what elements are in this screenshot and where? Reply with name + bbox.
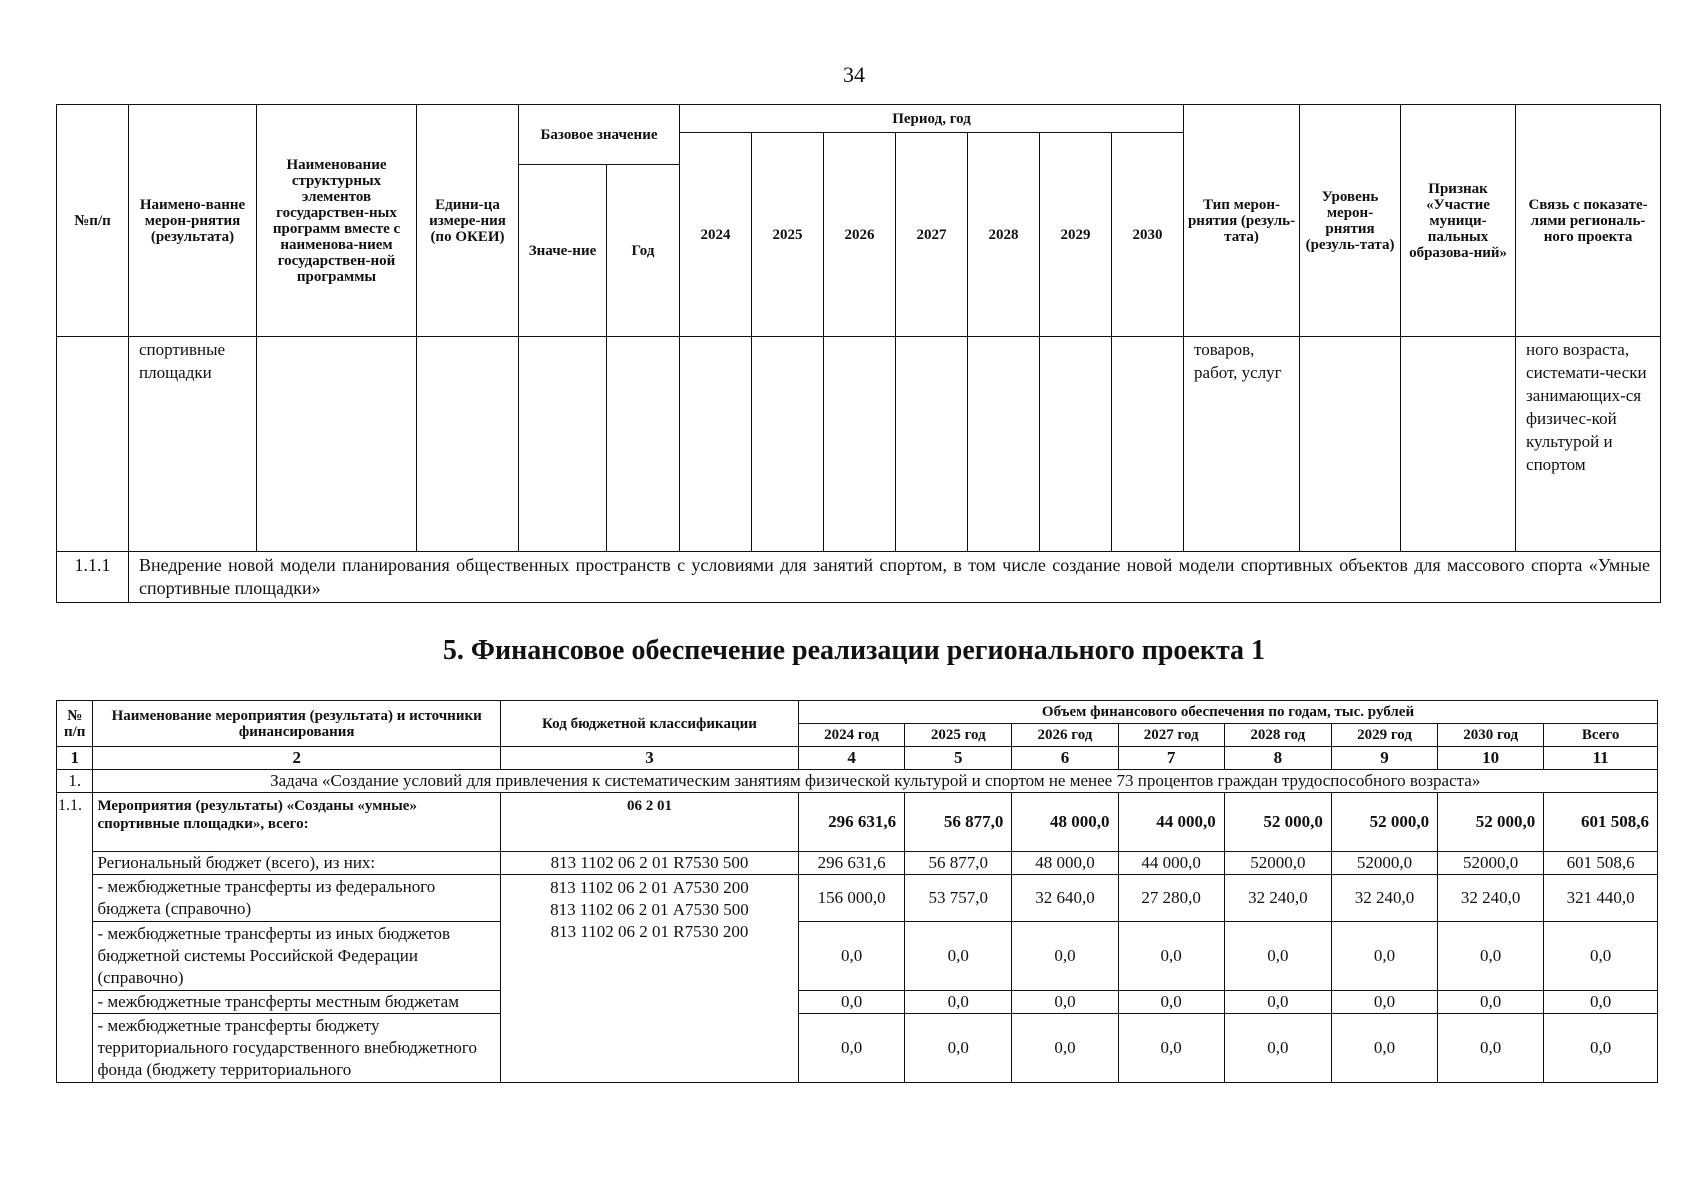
value-cell: 52000,0 (1224, 852, 1331, 875)
value-cell: 27 280,0 (1118, 875, 1224, 922)
header-link: Связь с показате-лями региональ-ного проекта (1516, 105, 1661, 337)
cell-type: товаров, работ, услуг (1184, 337, 1300, 552)
header-base: Базовое значение (519, 105, 680, 165)
table-row (57, 875, 1658, 922)
row-label: Региональный бюджет (всего), из них: (93, 852, 500, 875)
row-code: 813 1102 06 2 01 R7530 500 (500, 852, 798, 875)
column-index: 7 (1118, 747, 1224, 770)
task-number: 1.1.1 (57, 552, 129, 603)
cell-empty (607, 337, 680, 552)
table-row (57, 991, 1658, 1014)
header-year: 2028 (968, 133, 1040, 337)
page-number: 34 (843, 62, 865, 87)
value-cell: 44 000,0 (1118, 852, 1224, 875)
value-cell: 601 508,6 (1544, 852, 1658, 875)
value-cell: 32 240,0 (1331, 875, 1437, 922)
header-struct: Наименование структурных элементов государствен-ных программ вместе с наименова-нием государствен-ной программы (257, 105, 417, 337)
value-cell: 48 000,0 (1012, 852, 1118, 875)
header-year: 2027 (896, 133, 968, 337)
cell-empty (257, 337, 417, 552)
header-year: 2030 (1112, 133, 1184, 337)
column-index: 8 (1224, 747, 1331, 770)
table-row (57, 337, 1661, 552)
task-text: Внедрение новой модели планирования общественных пространств с условиями для занятий спортом, в том числе создание новой модели спортивных объектов для массового спорта «Умные спортивные площадки» (129, 552, 1661, 603)
header-year: 2026 (824, 133, 896, 337)
cell-empty (1040, 337, 1112, 552)
fin-header-num: № п/п (57, 701, 93, 747)
cell-empty (417, 337, 519, 552)
value-cell: 0,0 (1544, 922, 1658, 991)
value-cell: 44 000,0 (1118, 793, 1224, 852)
value-cell: 0,0 (1224, 991, 1331, 1014)
value-cell: 0,0 (1012, 922, 1118, 991)
row-label: - межбюджетные трансферты местным бюджетам (93, 991, 500, 1014)
header-name: Наимено-ванне мерон-рнятия (результата) (129, 105, 257, 337)
row-code: 06 2 01 (500, 793, 798, 852)
value-cell: 321 440,0 (1544, 875, 1658, 922)
header-year: 2024 (680, 133, 752, 337)
cell-empty (968, 337, 1040, 552)
financing-table (56, 700, 1658, 1083)
value-cell: 0,0 (1331, 1014, 1437, 1083)
value-cell: 0,0 (1544, 1014, 1658, 1083)
cell-empty (824, 337, 896, 552)
header-num: №п/п (57, 105, 129, 337)
column-index: 10 (1438, 747, 1544, 770)
cell-empty (680, 337, 752, 552)
value-cell: 52000,0 (1438, 852, 1544, 875)
header-year: 2025 (752, 133, 824, 337)
value-cell: 0,0 (1438, 1014, 1544, 1083)
header-year: 2029 (1040, 133, 1112, 337)
header-unit: Едини-ца измере-ния (по ОКЕИ) (417, 105, 519, 337)
header-base-value: Значе-ние (519, 165, 607, 337)
fin-header-year: 2029 год (1331, 724, 1437, 747)
value-cell: 0,0 (905, 991, 1012, 1014)
cell-empty (1300, 337, 1401, 552)
value-cell: 0,0 (1331, 922, 1437, 991)
value-cell: 32 240,0 (1438, 875, 1544, 922)
header-level: Уровень мерон-рнятия (резуль-тата) (1300, 105, 1401, 337)
value-cell: 56 877,0 (905, 793, 1012, 852)
row-label: Мероприятия (результаты) «Созданы «умные» спортивные площадки», всего: (93, 793, 500, 852)
value-cell: 0,0 (1118, 922, 1224, 991)
task-number: 1. (57, 770, 93, 793)
table-row (57, 922, 1658, 991)
value-cell: 32 640,0 (1012, 875, 1118, 922)
value-cell: 0,0 (1118, 1014, 1224, 1083)
row-label: - межбюджетные трансферты бюджету территориального государственного внебюджетного фонда (бюджету территориального (93, 1014, 500, 1083)
value-cell: 0,0 (1118, 991, 1224, 1014)
table-row (57, 852, 1658, 875)
cell-empty (57, 337, 129, 552)
row-number: 1.1. (57, 793, 93, 1083)
value-cell: 52 000,0 (1331, 793, 1437, 852)
value-cell: 0,0 (799, 922, 905, 991)
value-cell: 0,0 (1438, 991, 1544, 1014)
code-line: 813 1102 06 2 01 R7530 200 (550, 922, 749, 941)
column-index: 4 (799, 747, 905, 770)
fin-header-year: 2025 год (905, 724, 1012, 747)
code-line: 813 1102 06 2 01 А7530 200 (550, 878, 749, 897)
row-label: - межбюджетные трансферты из федерального бюджета (справочно) (93, 875, 500, 922)
value-cell: 0,0 (1331, 991, 1437, 1014)
column-index: 11 (1544, 747, 1658, 770)
column-index: 5 (905, 747, 1012, 770)
row-label: - межбюджетные трансферты из иных бюджетов бюджетной системы Российской Федерации (справочно) (93, 922, 500, 991)
column-index: 9 (1331, 747, 1437, 770)
fin-header-year: 2026 год (1012, 724, 1118, 747)
column-index: 2 (93, 747, 500, 770)
table-row (57, 552, 1661, 603)
value-cell: 0,0 (1438, 922, 1544, 991)
value-cell: 156 000,0 (799, 875, 905, 922)
cell-empty (1112, 337, 1184, 552)
value-cell: 296 631,6 (799, 852, 905, 875)
cell-empty (752, 337, 824, 552)
task-text: Задача «Создание условий для привлечения к систематическим занятиям физической культурой и спортом не менее 73 процентов граждан трудоспособного возраста» (93, 770, 1658, 793)
fin-header-name: Наименование мероприятия (результата) и источники финансирования (93, 701, 500, 747)
value-cell: 0,0 (905, 922, 1012, 991)
value-cell: 0,0 (905, 1014, 1012, 1083)
value-cell: 56 877,0 (905, 852, 1012, 875)
fin-header-year: 2027 год (1118, 724, 1224, 747)
cell-empty (519, 337, 607, 552)
header-sign: Признак «Участие муници-пальных образова-ний» (1401, 105, 1516, 337)
value-cell: 52000,0 (1331, 852, 1437, 875)
cell-empty (1401, 337, 1516, 552)
value-cell: 0,0 (1224, 1014, 1331, 1083)
header-period: Период, год (680, 105, 1184, 133)
section-title: 5. Финансовое обеспечение реализации регионального проекта 1 (442, 635, 1266, 666)
value-cell: 0,0 (1544, 991, 1658, 1014)
fin-header-year: 2030 год (1438, 724, 1544, 747)
table-row (57, 1014, 1658, 1083)
table-row (57, 770, 1658, 793)
code-line: 813 1102 06 2 01 А7530 500 (550, 900, 749, 919)
value-cell: 52 000,0 (1438, 793, 1544, 852)
row-codes (500, 875, 798, 1083)
header-base-year: Год (607, 165, 680, 337)
column-index: 6 (1012, 747, 1118, 770)
value-cell: 0,0 (1012, 991, 1118, 1014)
value-cell: 52 000,0 (1224, 793, 1331, 852)
value-cell: 296 631,6 (799, 793, 905, 852)
value-cell: 0,0 (799, 1014, 905, 1083)
value-cell: 0,0 (799, 991, 905, 1014)
fin-header-year: 2024 год (799, 724, 905, 747)
value-cell: 0,0 (1012, 1014, 1118, 1083)
cell-name: спортивные площадки (129, 337, 257, 552)
cell-empty (896, 337, 968, 552)
value-cell: 32 240,0 (1224, 875, 1331, 922)
fin-header-total: Всего (1544, 724, 1658, 747)
column-index: 3 (500, 747, 798, 770)
value-cell: 53 757,0 (905, 875, 1012, 922)
fin-header-year: 2028 год (1224, 724, 1331, 747)
cell-link: ного возраста, системати-чески занимающих-ся физичес-кой культурой и спортом (1516, 337, 1661, 552)
fin-header-code: Код бюджетной классификации (500, 701, 798, 747)
results-table (56, 104, 1661, 603)
fin-header-volume: Объем финансового обеспечения по годам, тыс. рублей (799, 701, 1658, 724)
column-index: 1 (57, 747, 93, 770)
value-cell: 0,0 (1224, 922, 1331, 991)
value-cell: 48 000,0 (1012, 793, 1118, 852)
header-type: Тип мерон-рнятия (резуль-тата) (1184, 105, 1300, 337)
value-cell: 601 508,6 (1544, 793, 1658, 852)
table-row (57, 793, 1658, 852)
